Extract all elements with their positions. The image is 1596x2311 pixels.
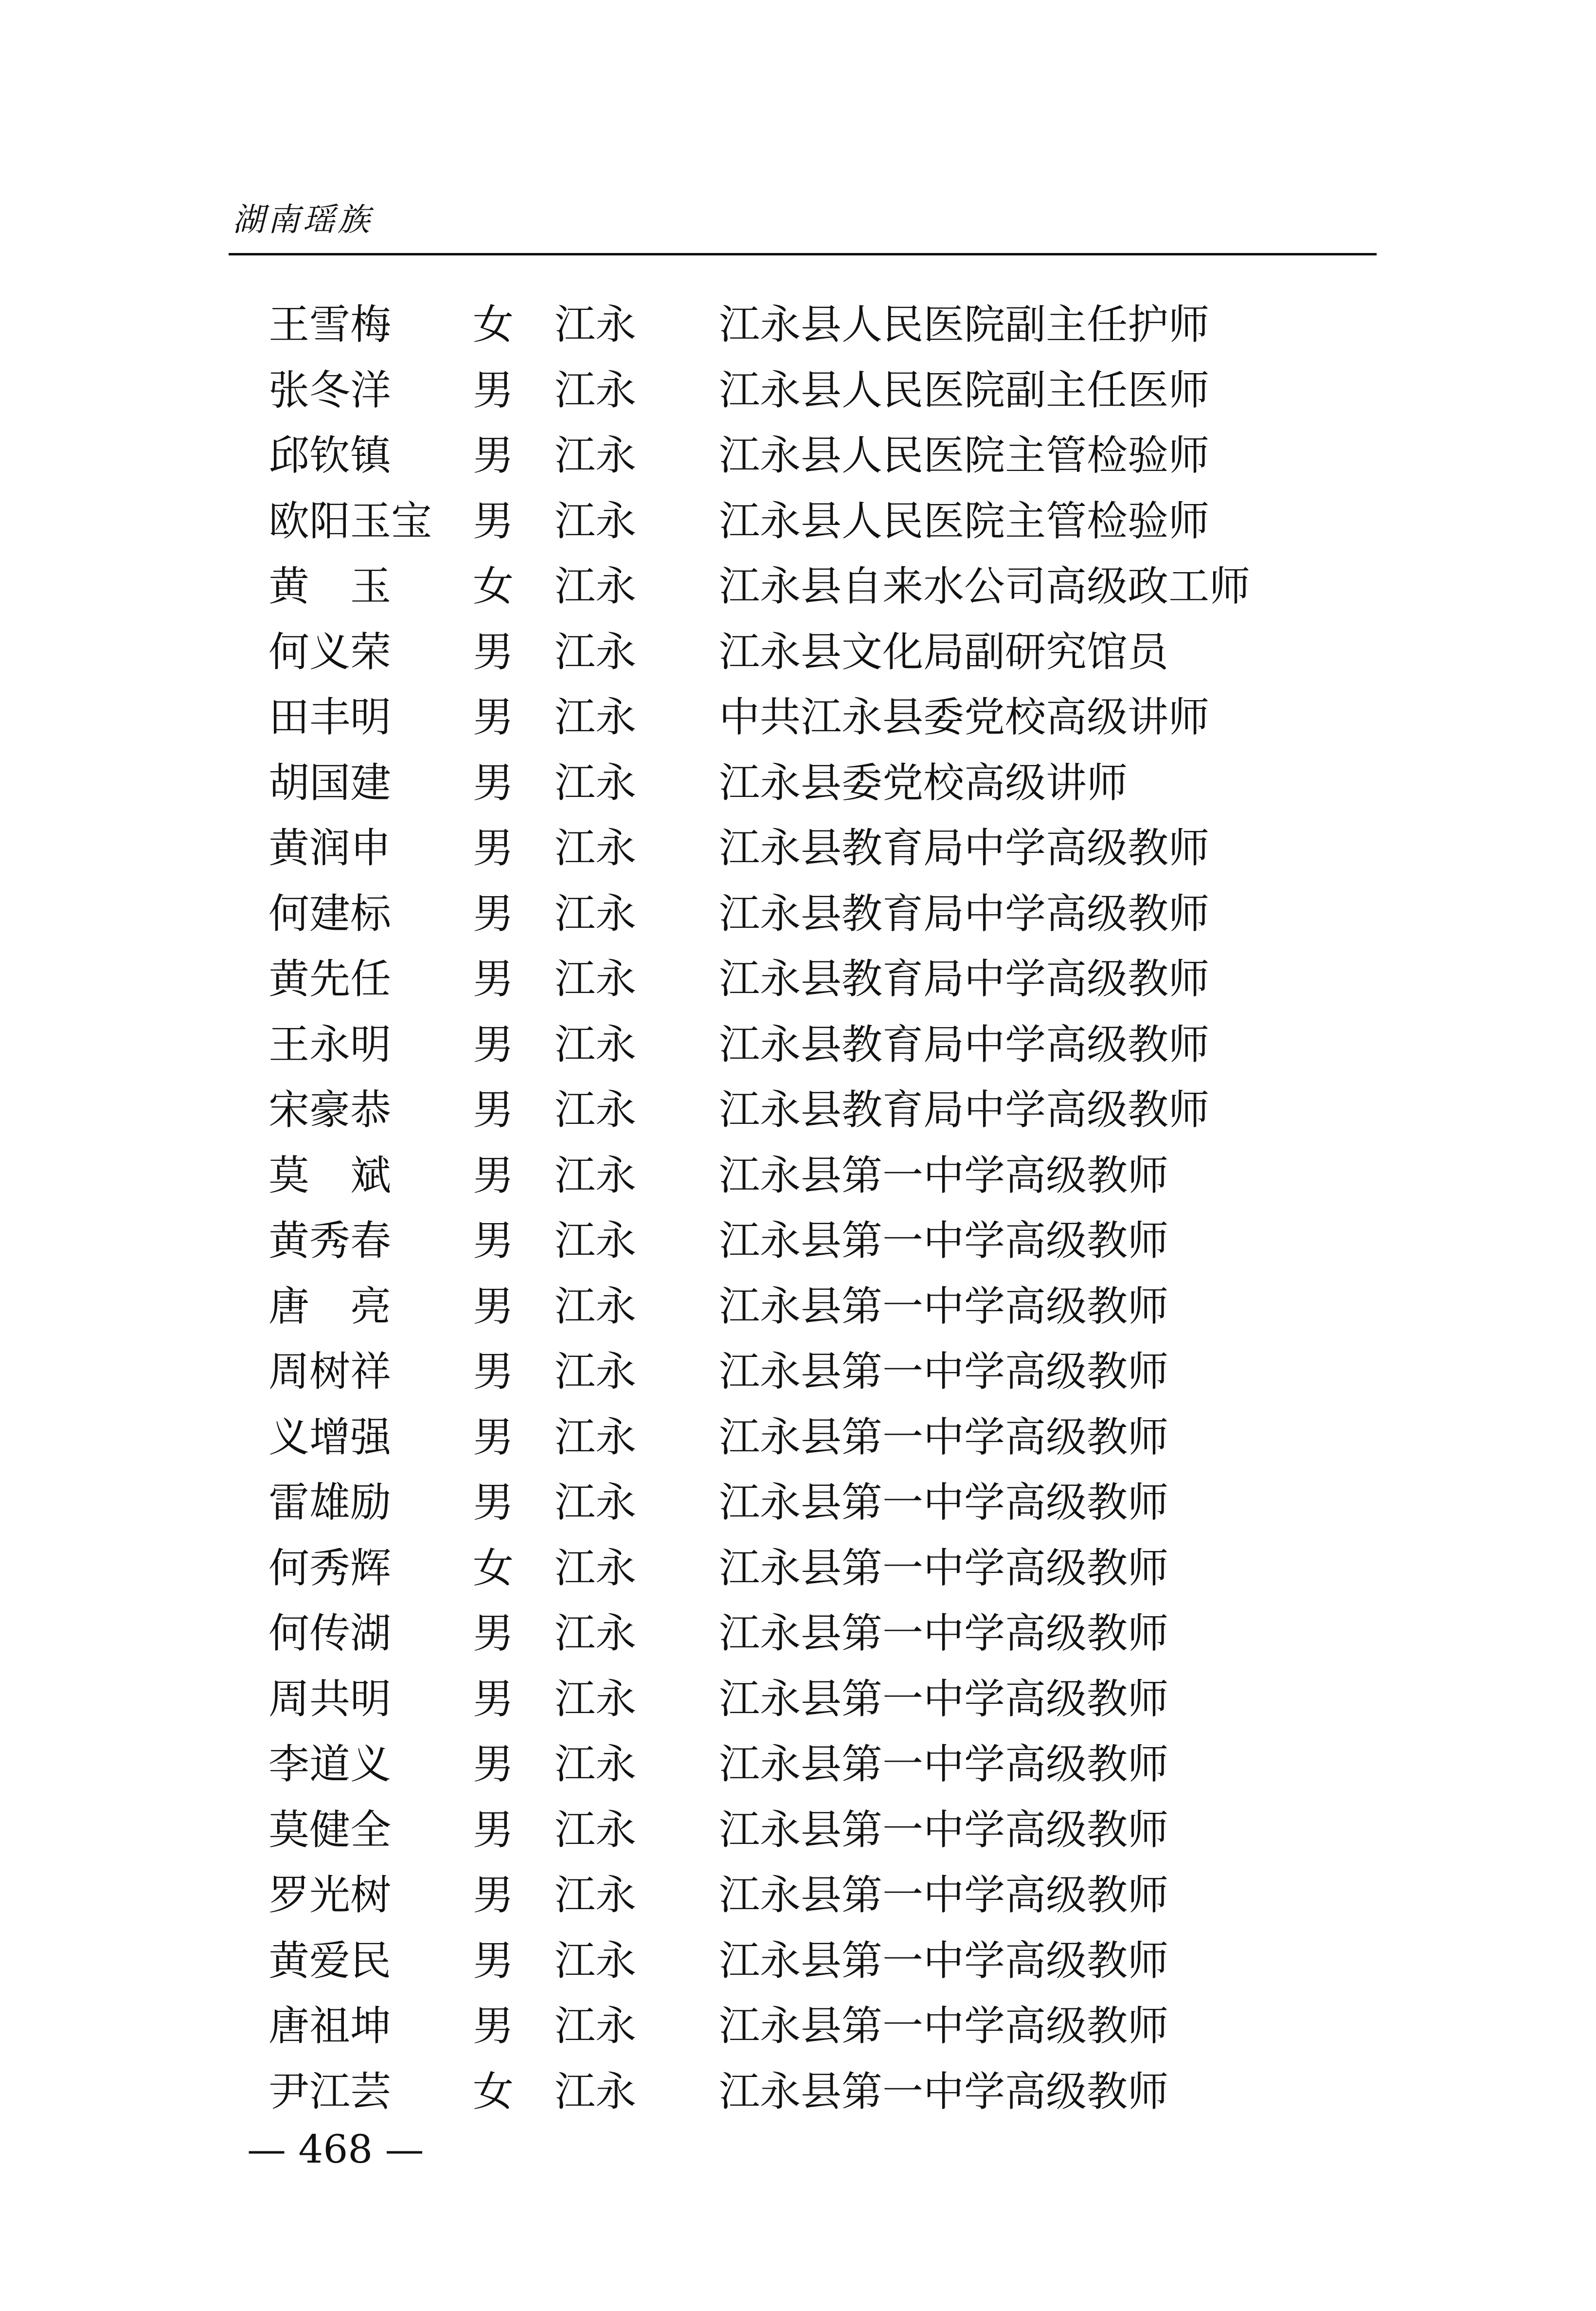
roster-row: [0, 1535, 1596, 1601]
person-title: 江永县委党校高级讲师: [719, 758, 1128, 807]
person-gender: 男: [473, 1413, 514, 1461]
person-title: 江永县第一中学高级教师: [719, 1740, 1169, 1788]
roster-row: [0, 1666, 1596, 1732]
person-title: 江永县教育局中学高级教师: [719, 889, 1210, 938]
person-title: 江永县第一中学高级教师: [719, 1544, 1169, 1592]
person-origin: 江永: [555, 693, 637, 741]
person-origin: 江永: [555, 1348, 637, 1395]
person-name: 张冬洋: [269, 366, 392, 414]
person-name: 雷雄励: [269, 1479, 392, 1526]
person-name: 唐祖坤: [269, 2002, 392, 2050]
roster-row: [0, 1405, 1596, 1470]
person-origin: 江永: [555, 1479, 637, 1526]
person-gender: 男: [473, 758, 514, 807]
person-gender: 女: [473, 301, 514, 348]
person-origin: 江永: [555, 1413, 637, 1461]
roster-row: [0, 423, 1596, 488]
person-origin: 江永: [555, 301, 637, 348]
person-title: 江永县自来水公司高级政工师: [719, 562, 1251, 610]
person-title: 江永县人民医院主管检验师: [719, 432, 1210, 479]
person-title: 江永县第一中学高级教师: [719, 2002, 1169, 2050]
person-name: 罗光树: [269, 1871, 392, 1919]
roster-row: [0, 1797, 1596, 1863]
person-title: 江永县第一中学高级教师: [719, 1151, 1169, 1199]
person-name: 黄润申: [269, 824, 392, 872]
person-origin: 江永: [555, 432, 637, 479]
person-origin: 江永: [555, 1936, 637, 1985]
person-name: 何建标: [269, 889, 392, 938]
roster-row: [0, 1208, 1596, 1274]
person-gender: 男: [473, 2002, 514, 2050]
person-name: 黄先任: [269, 955, 392, 1003]
person-origin: 江永: [555, 758, 637, 807]
person-gender: 男: [473, 366, 514, 414]
person-title: 江永县第一中学高级教师: [719, 1609, 1169, 1657]
person-origin: 江永: [555, 1871, 637, 1919]
roster-row: [0, 1339, 1596, 1405]
person-name: 欧阳玉宝: [269, 497, 432, 545]
person-name: 周树祥: [269, 1348, 392, 1395]
person-name: 义增强: [269, 1413, 392, 1461]
person-name: 田丰明: [269, 693, 392, 741]
person-title: 江永县第一中学高级教师: [719, 1936, 1169, 1985]
roster-row: [0, 685, 1596, 750]
person-origin: 江永: [555, 1151, 637, 1199]
person-origin: 江永: [555, 889, 637, 938]
person-title: 江永县文化局副研究馆员: [719, 628, 1169, 676]
person-gender: 男: [473, 1348, 514, 1395]
person-gender: 男: [473, 1805, 514, 1854]
roster-row: [0, 292, 1596, 358]
person-title: 江永县教育局中学高级教师: [719, 955, 1210, 1003]
person-gender: 女: [473, 562, 514, 610]
person-gender: 女: [473, 1544, 514, 1592]
person-title: 江永县第一中学高级教师: [719, 1479, 1169, 1526]
roster-row: [0, 554, 1596, 619]
person-name: 胡国建: [269, 758, 392, 807]
person-gender: 男: [473, 1609, 514, 1657]
person-title: 江永县第一中学高级教师: [719, 1805, 1169, 1854]
person-name: 周共明: [269, 1675, 392, 1723]
person-name: 莫健全: [269, 1805, 392, 1854]
person-title: 江永县第一中学高级教师: [719, 1348, 1169, 1395]
person-name: 黄爱民: [269, 1936, 392, 1985]
person-origin: 江永: [555, 1740, 637, 1788]
person-title: 江永县第一中学高级教师: [719, 1282, 1169, 1330]
person-gender: 男: [473, 1151, 514, 1199]
roster-row: [0, 1601, 1596, 1666]
roster-row: [0, 1732, 1596, 1797]
person-title: 江永县第一中学高级教师: [719, 2067, 1169, 2115]
person-origin: 江永: [555, 1609, 637, 1657]
person-gender: 男: [473, 693, 514, 741]
person-title: 江永县第一中学高级教师: [719, 1413, 1169, 1461]
person-origin: 江永: [555, 562, 637, 610]
person-origin: 江永: [555, 497, 637, 545]
person-origin: 江永: [555, 824, 637, 872]
roster-row: [0, 1928, 1596, 1994]
person-gender: 男: [473, 1479, 514, 1526]
header-rule: [229, 253, 1377, 255]
person-title: 江永县人民医院主管检验师: [719, 497, 1210, 545]
person-origin: 江永: [555, 1086, 637, 1134]
roster-row: [0, 488, 1596, 554]
roster-row: [0, 619, 1596, 685]
person-name: 宋豪恭: [269, 1086, 392, 1134]
person-origin: 江永: [555, 1805, 637, 1854]
person-gender: 男: [473, 1282, 514, 1330]
roster-row: [0, 1077, 1596, 1143]
person-origin: 江永: [555, 366, 637, 414]
roster-row: [0, 1993, 1596, 2059]
person-title: 江永县人民医院副主任护师: [719, 301, 1210, 348]
person-gender: 男: [473, 889, 514, 938]
roster-row: [0, 1470, 1596, 1535]
person-name: 唐 亮: [269, 1282, 392, 1330]
person-name: 邱钦镇: [269, 432, 392, 479]
person-gender: 女: [473, 2067, 514, 2115]
person-origin: 江永: [555, 1217, 637, 1264]
roster-list: [0, 292, 1596, 2124]
person-gender: 男: [473, 1936, 514, 1985]
person-name: 莫 斌: [269, 1151, 392, 1199]
person-title: 中共江永县委党校高级讲师: [719, 693, 1210, 741]
person-name: 何传湖: [269, 1609, 392, 1657]
person-origin: 江永: [555, 2002, 637, 2050]
page-number: — 468 —: [247, 2127, 424, 2172]
person-gender: 男: [473, 1217, 514, 1264]
roster-row: [0, 815, 1596, 881]
roster-row: [0, 2059, 1596, 2125]
person-origin: 江永: [555, 628, 637, 676]
roster-row: [0, 1274, 1596, 1339]
person-name: 黄 玉: [269, 562, 392, 610]
roster-row: [0, 881, 1596, 947]
person-name: 王永明: [269, 1020, 392, 1068]
person-origin: 江永: [555, 1544, 637, 1592]
roster-row: [0, 358, 1596, 423]
person-name: 黄秀春: [269, 1217, 392, 1264]
person-origin: 江永: [555, 955, 637, 1003]
person-origin: 江永: [555, 1675, 637, 1723]
person-origin: 江永: [555, 1020, 637, 1068]
person-gender: 男: [473, 1675, 514, 1723]
person-title: 江永县教育局中学高级教师: [719, 1020, 1210, 1068]
roster-row: [0, 1143, 1596, 1209]
person-gender: 男: [473, 1020, 514, 1068]
person-gender: 男: [473, 497, 514, 545]
person-name: 李道义: [269, 1740, 392, 1788]
person-gender: 男: [473, 432, 514, 479]
person-title: 江永县第一中学高级教师: [719, 1217, 1169, 1264]
person-title: 江永县教育局中学高级教师: [719, 824, 1210, 872]
person-title: 江永县教育局中学高级教师: [719, 1086, 1210, 1134]
roster-row: [0, 946, 1596, 1012]
person-gender: 男: [473, 628, 514, 676]
person-gender: 男: [473, 955, 514, 1003]
person-title: 江永县第一中学高级教师: [719, 1871, 1169, 1919]
person-title: 江永县第一中学高级教师: [719, 1675, 1169, 1723]
person-origin: 江永: [555, 1282, 637, 1330]
person-name: 尹江芸: [269, 2067, 392, 2115]
person-gender: 男: [473, 824, 514, 872]
person-title: 江永县人民医院副主任医师: [719, 366, 1210, 414]
person-name: 王雪梅: [269, 301, 392, 348]
person-gender: 男: [473, 1086, 514, 1134]
person-name: 何秀辉: [269, 1544, 392, 1592]
roster-row: [0, 1862, 1596, 1928]
person-gender: 男: [473, 1740, 514, 1788]
person-name: 何义荣: [269, 628, 392, 676]
person-gender: 男: [473, 1871, 514, 1919]
person-origin: 江永: [555, 2067, 637, 2115]
roster-row: [0, 750, 1596, 816]
roster-row: [0, 1012, 1596, 1078]
running-header: 湖南瑶族: [233, 201, 373, 238]
